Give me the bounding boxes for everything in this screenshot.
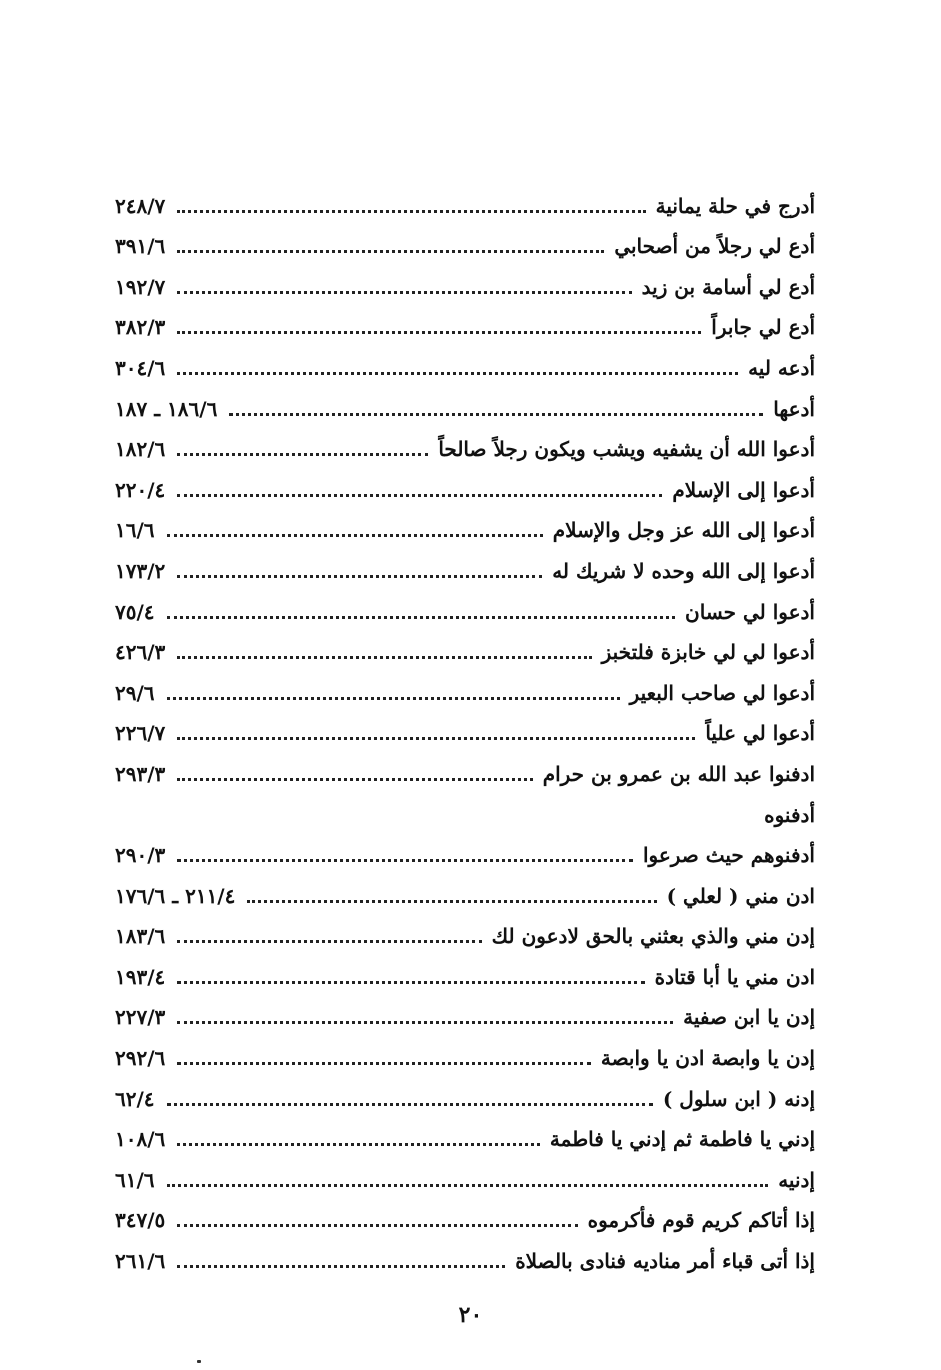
index-entry bbox=[115, 300, 815, 341]
dot-leader bbox=[177, 656, 591, 659]
dot-leader bbox=[177, 291, 631, 294]
index-entry bbox=[115, 909, 815, 950]
entry-reference: ٢٢٧/٣ bbox=[115, 1005, 166, 1030]
entry-text: إدنه ( ابن سلول ) bbox=[662, 1086, 815, 1111]
dot-leader bbox=[177, 778, 532, 781]
entry-reference: ٧٥/٤ bbox=[115, 599, 155, 624]
index-entry bbox=[115, 543, 815, 584]
entry-reference: ١٠٨/٦ bbox=[115, 1127, 166, 1152]
dot-leader bbox=[167, 1184, 769, 1187]
dot-leader bbox=[177, 1062, 591, 1065]
index-entry bbox=[115, 706, 815, 747]
index-entry bbox=[115, 219, 815, 260]
entry-text: إدنيه bbox=[778, 1167, 815, 1192]
index-entry bbox=[115, 990, 815, 1031]
dot-leader bbox=[177, 859, 633, 862]
dot-leader bbox=[177, 250, 604, 253]
entry-text: أدعوا إلى الإسلام bbox=[672, 477, 815, 502]
entry-reference: ١٨٣/٦ bbox=[115, 924, 166, 949]
index-entry bbox=[115, 1193, 815, 1234]
index-entry bbox=[115, 503, 815, 544]
index-entry bbox=[115, 584, 815, 625]
dot-leader bbox=[177, 494, 662, 497]
dot-leader bbox=[177, 1224, 577, 1227]
index-entry bbox=[115, 746, 815, 787]
entry-reference: ٢٤٨/٧ bbox=[115, 193, 166, 218]
entry-text: أدعوا إلى الله وحده لا شريك له bbox=[552, 558, 815, 583]
entry-reference: ٢١١/٤ ـ ١٧٦/٦ bbox=[115, 883, 236, 908]
entry-reference: ٢٩/٦ bbox=[115, 680, 155, 705]
entry-text: أدعوا لي حسان bbox=[685, 599, 815, 624]
dot-leader bbox=[177, 1265, 505, 1268]
entry-text: إذا أتاكم كريم قوم فأكرموه bbox=[587, 1208, 815, 1233]
entry-reference: ٢٢٦/٧ bbox=[115, 721, 166, 746]
dot-leader bbox=[167, 697, 620, 700]
entry-reference: ٣٨٢/٣ bbox=[115, 315, 166, 340]
hadith-index-list bbox=[115, 178, 815, 1274]
entry-text: أدفنوهم حيث صرعوا bbox=[642, 843, 815, 868]
index-entry bbox=[115, 1071, 815, 1112]
entry-text: ادفنوا عبد الله بن عمرو بن حرام bbox=[542, 761, 815, 786]
entry-text: إدن مني والذي بعثني بالحق لادعون لك bbox=[491, 924, 815, 949]
index-entry bbox=[115, 178, 815, 219]
entry-reference: ١٧٣/٢ bbox=[115, 558, 166, 583]
index-entry bbox=[115, 1030, 815, 1071]
index-entry bbox=[115, 949, 815, 990]
entry-text: أدع لي جابراً bbox=[711, 315, 815, 340]
index-entry bbox=[115, 828, 815, 869]
dot-leader bbox=[177, 210, 645, 213]
entry-reference: ٤٢٦/٣ bbox=[115, 640, 166, 665]
entry-text: إدن يا وابصة ادن يا وابصة bbox=[600, 1046, 815, 1071]
index-entry bbox=[115, 422, 815, 463]
index-entry bbox=[115, 1112, 815, 1153]
dot-leader bbox=[247, 900, 656, 903]
entry-reference: ١٨٦/٦ ـ ١٨٧ bbox=[115, 396, 218, 421]
index-entry bbox=[115, 868, 815, 909]
entry-text: ادن مني يا أبا قتادة bbox=[654, 964, 815, 989]
entry-reference: ٦١/٦ bbox=[115, 1167, 155, 1192]
dot-leader bbox=[167, 1103, 653, 1106]
entry-text: أدعوا لي علياً bbox=[705, 721, 815, 746]
entry-text: أدفنوه bbox=[764, 802, 815, 827]
entry-reference: ٣٩١/٦ bbox=[115, 234, 166, 259]
entry-text: ادن مني ( لعلي ) bbox=[666, 883, 815, 908]
index-entry bbox=[115, 1152, 815, 1193]
page-number: ٢٠ bbox=[458, 1302, 483, 1328]
entry-reference: ١٩٢/٧ bbox=[115, 274, 166, 299]
entry-text: أدعه ليه bbox=[748, 355, 815, 380]
dot-leader bbox=[177, 737, 695, 740]
entry-text: أدعوا الله أن يشفيه ويشب ويكون رجلاً صالحاً bbox=[438, 437, 815, 462]
entry-text: أدعوا إلى الله عز وجل والإسلام bbox=[552, 518, 815, 543]
scan-speck bbox=[197, 1360, 201, 1363]
dot-leader bbox=[177, 1021, 673, 1024]
entry-text: أدعها bbox=[773, 396, 815, 421]
dot-leader bbox=[167, 616, 676, 619]
index-entry bbox=[115, 625, 815, 666]
dot-leader bbox=[177, 331, 701, 334]
entry-reference: ٢٦١/٦ bbox=[115, 1249, 166, 1274]
entry-text: أدع لي رجلاً من أصحابي bbox=[614, 234, 815, 259]
entry-reference: ٢٩٣/٣ bbox=[115, 761, 166, 786]
entry-text: إدن يا ابن صفية bbox=[683, 1005, 815, 1030]
entry-text: أدعوا لي صاحب البعير bbox=[629, 680, 815, 705]
index-entry bbox=[115, 462, 815, 503]
dot-leader bbox=[177, 453, 428, 456]
entry-reference: ٦٢/٤ bbox=[115, 1086, 155, 1111]
index-entry bbox=[115, 340, 815, 381]
entry-text: أدع لي أسامة بن زيد bbox=[641, 274, 815, 299]
dot-leader bbox=[177, 981, 644, 984]
dot-leader bbox=[177, 372, 738, 375]
index-entry bbox=[115, 1233, 815, 1274]
entry-reference: ٢٩٠/٣ bbox=[115, 843, 166, 868]
entry-reference: ٢٩٢/٦ bbox=[115, 1046, 166, 1071]
entry-reference: ١٩٣/٤ bbox=[115, 964, 166, 989]
dot-leader bbox=[167, 534, 543, 537]
entry-reference: ٢٢٠/٤ bbox=[115, 477, 166, 502]
dot-leader bbox=[177, 1143, 540, 1146]
index-entry bbox=[115, 381, 815, 422]
entry-reference: ١٨٢/٦ bbox=[115, 437, 166, 462]
dot-leader bbox=[177, 575, 542, 578]
index-entry bbox=[115, 665, 815, 706]
entry-reference: ٣٤٧/٥ bbox=[115, 1208, 166, 1233]
entry-text: أدعوا لي لي خابزة فلتخبز bbox=[601, 640, 815, 665]
entry-reference: ٣٠٤/٦ bbox=[115, 355, 166, 380]
entry-text: إدني يا فاطمة ثم إدني يا فاطمة bbox=[549, 1127, 815, 1152]
dot-leader bbox=[177, 940, 481, 943]
entry-text: أدرج في حلة يمانية bbox=[655, 193, 815, 218]
entry-text: إذا أتى قباء أمر مناديه فنادى بالصلاة bbox=[515, 1249, 815, 1274]
entry-reference: ١٦/٦ bbox=[115, 518, 155, 543]
index-entry bbox=[115, 787, 815, 828]
index-entry bbox=[115, 259, 815, 300]
dot-leader bbox=[229, 413, 763, 416]
